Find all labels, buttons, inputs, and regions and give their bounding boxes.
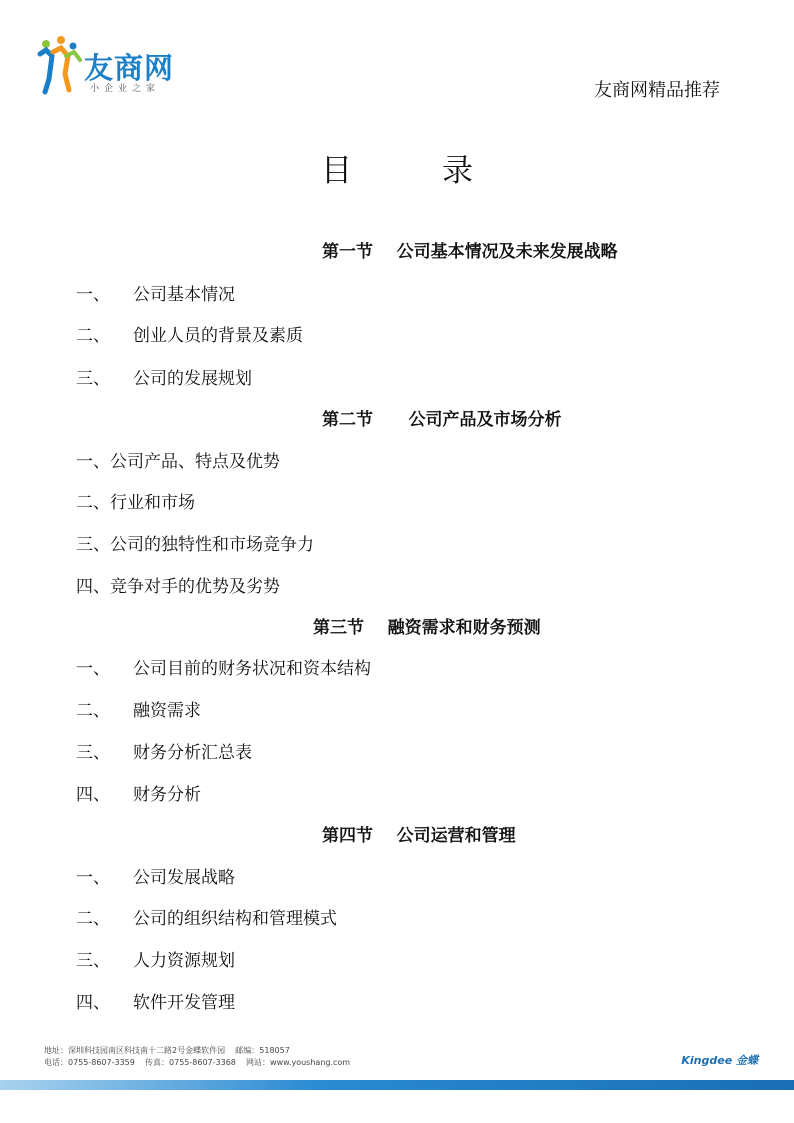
item-text: 竞争对手的优势及劣势 — [110, 577, 280, 597]
title-char-1: 目 — [321, 153, 352, 189]
item-text: 公司的组织结构和管理模式 — [133, 909, 337, 929]
toc-item — [76, 530, 314, 555]
logo-text: 友商网 — [84, 51, 175, 85]
item-number: 四、 — [76, 785, 110, 805]
item-text: 公司基本情况 — [133, 285, 235, 305]
toc-item — [76, 654, 371, 679]
item-text: 融资需求 — [133, 701, 201, 721]
title-char-2: 录 — [442, 153, 473, 189]
item-text: 公司的发展规划 — [133, 369, 252, 389]
header-recommend-text: 友商网精品推荐 — [594, 80, 720, 101]
item-number: 一、 — [76, 868, 110, 888]
logo-subtitle: 小企业之家 — [90, 84, 161, 94]
section-2-heading: 第二节 公司产品及市场分析 — [322, 410, 562, 430]
toc-item — [76, 488, 195, 513]
section-1-heading: 第一节 公司基本情况及未来发展战略 — [322, 242, 618, 262]
toc-item — [76, 946, 235, 971]
item-text: 创业人员的背景及素质 — [133, 326, 303, 346]
toc-item — [76, 904, 337, 929]
item-number: 一、 — [76, 285, 110, 305]
item-text: 软件开发管理 — [133, 993, 235, 1013]
item-number: 四、 — [76, 993, 110, 1013]
toc-item — [76, 364, 252, 389]
item-text: 公司产品、特点及优势 — [110, 452, 280, 472]
toc-item — [76, 321, 303, 346]
item-number: 三、 — [76, 535, 110, 555]
item-number: 一、 — [76, 659, 110, 679]
item-number: 一、 — [76, 452, 110, 472]
footer-divider-bar — [0, 1080, 794, 1090]
item-number: 三、 — [76, 369, 110, 389]
item-number: 二、 — [76, 701, 110, 721]
toc-item — [76, 572, 280, 597]
toc-item — [76, 447, 280, 472]
kingdee-logo: Kingdee 金蝶 — [681, 1054, 758, 1067]
item-number: 二、 — [76, 909, 110, 929]
item-text: 公司的独特性和市场竞争力 — [110, 535, 314, 555]
item-text: 行业和市场 — [110, 493, 195, 513]
item-text: 财务分析 — [133, 785, 201, 805]
item-number: 四、 — [76, 577, 110, 597]
item-number: 三、 — [76, 951, 110, 971]
toc-item — [76, 280, 235, 305]
footer-address: 地址：深圳科技园南区科技南十二路2号金蝶软件园 邮编：518057 — [44, 1046, 290, 1055]
toc-item — [76, 988, 235, 1013]
item-text: 人力资源规划 — [133, 951, 235, 971]
item-text: 公司发展战略 — [133, 868, 235, 888]
toc-item — [76, 780, 201, 805]
page-title — [0, 145, 794, 190]
item-number: 三、 — [76, 743, 110, 763]
toc-item — [76, 738, 252, 763]
section-4-heading: 第四节 公司运营和管理 — [322, 826, 516, 846]
item-text: 财务分析汇总表 — [133, 743, 252, 763]
item-number: 二、 — [76, 493, 110, 513]
toc-item — [76, 863, 235, 888]
item-number: 二、 — [76, 326, 110, 346]
brand-logo — [36, 34, 206, 96]
people-logo-icon — [36, 34, 86, 96]
section-3-heading: 第三节 融资需求和财务预测 — [313, 618, 541, 638]
item-text: 公司目前的财务状况和资本结构 — [133, 659, 371, 679]
toc-item — [76, 696, 201, 721]
footer-contact: 电话：0755-8607-3359 传真：0755-8607-3368 网站：www.youshang.com — [44, 1058, 351, 1067]
